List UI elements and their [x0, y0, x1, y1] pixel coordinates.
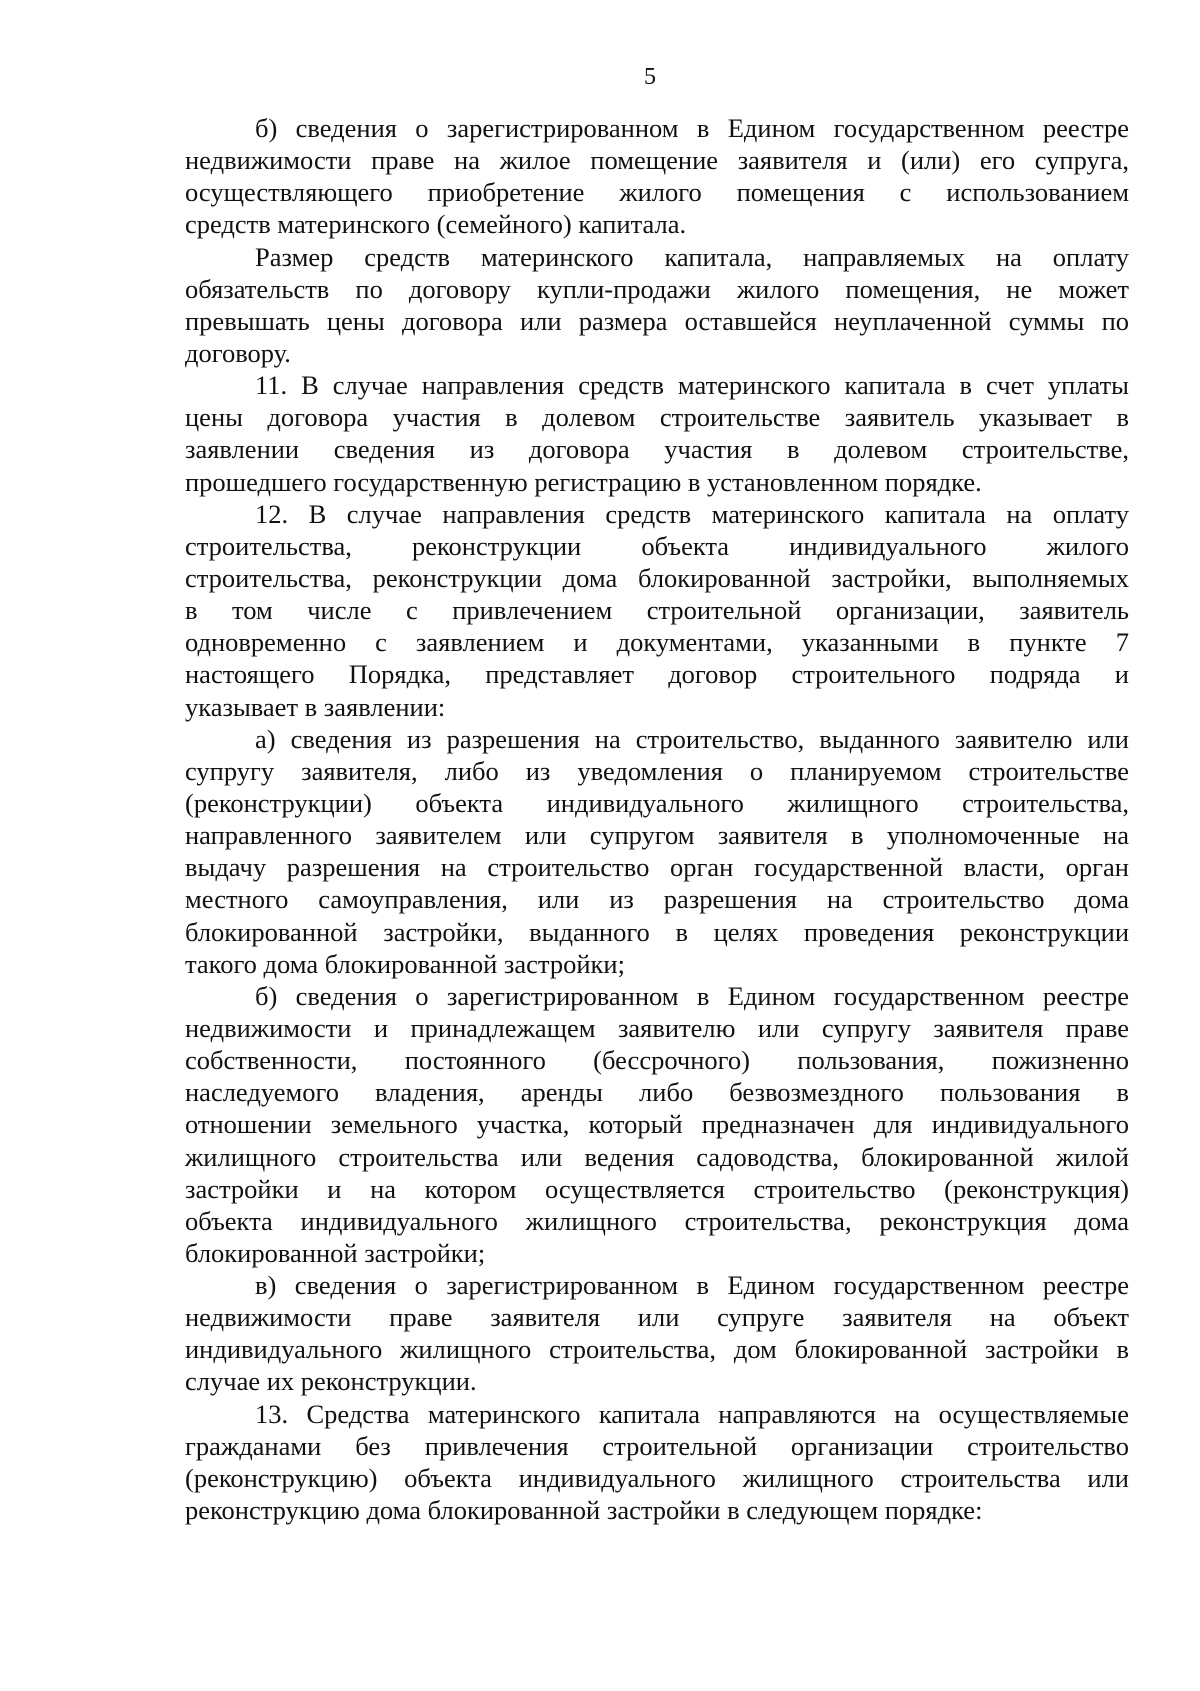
text-line: гражданами без привлечения строительной организации строительство	[185, 1430, 1129, 1461]
text-line: обязательств по договору купли-продажи жилого помещения, не может	[185, 273, 1129, 304]
text-line: отношении земельного участка, который предназначен для индивидуального	[185, 1109, 1129, 1140]
text-line: 11. В случае направления средств материнского капитала в счет уплаты	[255, 370, 1129, 401]
document-body	[185, 112, 1129, 1526]
text-line: (реконструкции) объекта индивидуального жилищного строительства,	[185, 787, 1129, 818]
text-line: в том числе с привлечением строительной организации, заявитель	[185, 595, 1129, 626]
text-line: б) сведения о зарегистрированном в Едином государственном реестре	[255, 113, 1129, 143]
paragraph-12	[185, 498, 1129, 723]
text-line: случае их реконструкции.	[185, 1366, 477, 1397]
paragraph-13	[185, 1398, 1129, 1527]
text-line: 12. В случае направления средств материнского капитала на оплату	[255, 498, 1129, 529]
text-line: реконструкцию дома блокированной застройки в следующем порядке:	[185, 1495, 983, 1526]
text-line: собственности, постоянного (бессрочного) пользования, пожизненно	[185, 1045, 1129, 1076]
paragraph-12-a	[185, 723, 1129, 980]
text-line: объекта индивидуального жилищного строительства, реконструкция дома	[185, 1205, 1129, 1236]
paragraph-b-registry-spouse	[185, 112, 1129, 241]
text-line: такого дома блокированной застройки;	[185, 948, 625, 979]
text-line: превышать цены договора или размера оставшейся неуплаченной суммы по	[185, 305, 1129, 336]
text-line: блокированной застройки;	[185, 1237, 486, 1268]
text-line: одновременно с заявлением и документами, указанными в пункте 7	[185, 627, 1129, 658]
paragraph-12-b	[185, 980, 1129, 1269]
text-line: 13. Средства материнского капитала направляются на осуществляемые	[255, 1398, 1129, 1429]
text-line: жилищного строительства или ведения садоводства, блокированной жилой	[185, 1141, 1129, 1172]
text-line: местного самоуправления, или из разрешения на строительство дома	[185, 884, 1129, 915]
text-line: средств материнского (семейного) капитала.	[185, 209, 687, 240]
text-line: осуществляющего приобретение жилого помещения с использованием	[185, 177, 1129, 208]
text-line: строительства, реконструкции дома блокированной застройки, выполняемых	[185, 562, 1129, 593]
text-line: б) сведения о зарегистрированном в Едином государственном реестре	[255, 980, 1129, 1011]
text-line: недвижимости и принадлежащем заявителю или супругу заявителя праве	[185, 1012, 1129, 1043]
text-line: недвижимости праве заявителя или супруге заявителя на объект	[185, 1302, 1129, 1333]
text-line: в) сведения о зарегистрированном в Едином государственном реестре	[255, 1270, 1129, 1301]
text-line: цены договора участия в долевом строительстве заявитель указывает в	[185, 402, 1129, 433]
text-line: наследуемого владения, аренды либо безвозмездного пользования в	[185, 1077, 1129, 1108]
text-line: блокированной застройки, выданного в целях проведения реконструкции	[185, 916, 1129, 947]
paragraph-capital-size	[185, 241, 1129, 370]
text-line: заявлении сведения из договора участия в долевом строительстве,	[185, 434, 1129, 465]
page-number: 5	[644, 64, 656, 90]
text-line: супругу заявителя, либо из уведомления о планируемом строительстве	[185, 755, 1129, 786]
text-line: договору.	[185, 337, 291, 368]
text-line: указывает в заявлении:	[185, 691, 446, 722]
text-line: Размер средств материнского капитала, направляемых на оплату	[255, 241, 1129, 272]
text-line: а) сведения из разрешения на строительство, выданного заявителю или	[255, 723, 1129, 754]
text-line: выдачу разрешения на строительство орган государственной власти, орган	[185, 852, 1129, 883]
text-line: (реконструкцию) объекта индивидуального жилищного строительства или	[185, 1462, 1129, 1493]
paragraph-11	[185, 369, 1129, 498]
text-line: индивидуального жилищного строительства, дом блокированной застройки в	[185, 1334, 1129, 1365]
text-line: застройки и на котором осуществляется строительство (реконструкция)	[185, 1173, 1129, 1204]
text-line: строительства, реконструкции объекта индивидуального жилого	[185, 530, 1129, 561]
paragraph-12-v	[185, 1269, 1129, 1398]
text-line: прошедшего государственную регистрацию в установленном порядке.	[185, 466, 982, 497]
text-line: настоящего Порядка, представляет договор строительного подряда и	[185, 659, 1129, 690]
text-line: направленного заявителем или супругом заявителя в уполномоченные на	[185, 820, 1129, 851]
text-line: недвижимости праве на жилое помещение заявителя и (или) его супруга,	[185, 145, 1129, 176]
